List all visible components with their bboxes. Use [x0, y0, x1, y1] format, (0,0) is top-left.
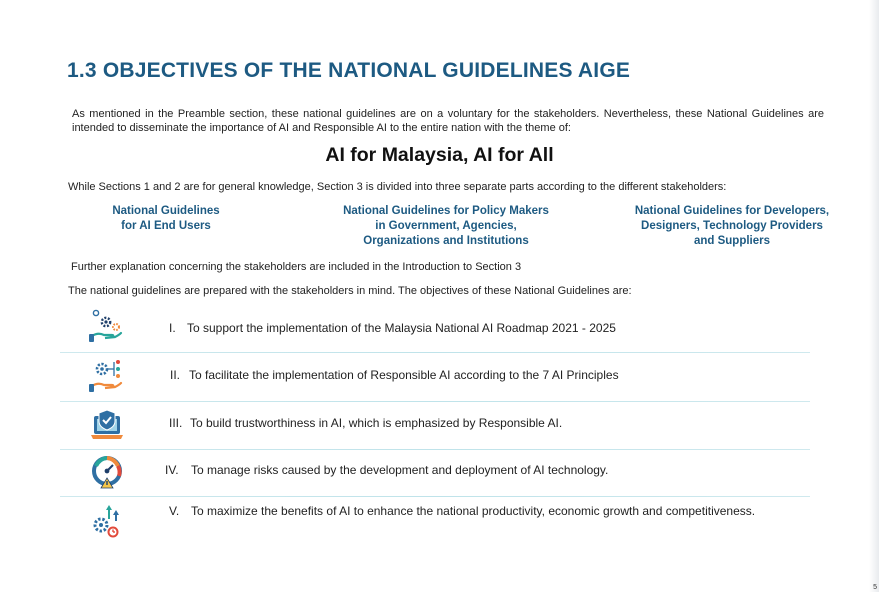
stakeholder-policy-makers: National Guidelines for Policy Makers in Government, Agencies, Organizations and Institutions [343, 205, 549, 247]
objective-text: To manage risks caused by the development and deployment of AI technology. [191, 463, 609, 477]
objective-number: I. [169, 321, 176, 335]
page-number: 5 [873, 584, 877, 591]
objectives-intro-text: The national guidelines are prepared with the stakeholders in mind. The objectives of these National Guidelines are: [68, 285, 632, 297]
further-explanation-text: Further explanation concerning the stakeholders are included in the Introduction to Section 3 [71, 261, 522, 273]
gears-growth-icon [88, 501, 126, 539]
objective-number: IV. [165, 463, 179, 477]
objective-text: To facilitate the implementation of Responsible AI according to the 7 AI Principles [189, 368, 619, 382]
objective-number: V. [169, 504, 180, 518]
sections-paragraph: While Sections 1 and 2 are for general knowledge, Section 3 is divided into three separate parts according to the different stakeholders: [68, 181, 727, 193]
gears-hand-icon [88, 308, 126, 346]
stakeholder-end-users: National Guidelines for AI End Users [112, 205, 220, 232]
objective-item-4 [60, 450, 810, 498]
intro-paragraph: As mentioned in the Preamble section, these national guidelines are on a voluntary for the stakeholders. Nevertheless, these National Guidelines are intended to disseminate the importance of AI and Responsible AI to the entire nation with the theme of: [72, 108, 824, 134]
shield-laptop-icon [88, 406, 126, 444]
stakeholder-developers: National Guidelines for Developers, Designers, Technology Providers and Suppliers [634, 205, 830, 247]
page-title: 1.3 OBJECTIVES OF THE NATIONAL GUIDELINES AIGE [67, 59, 631, 82]
objective-item-5 [60, 497, 810, 545]
objective-text: To maximize the benefits of AI to enhance the national productivity, economic growth and competitiveness. [191, 504, 756, 518]
objective-item-1 [60, 304, 810, 352]
gear-network-hand-icon [88, 357, 126, 395]
page-edge-shadow [869, 0, 879, 592]
risk-gauge-icon [88, 454, 126, 492]
objective-number: II. [170, 368, 181, 382]
objective-number: III. [169, 416, 183, 430]
objective-text: To build trustworthiness in AI, which is emphasized by Responsible AI. [190, 416, 563, 430]
objective-item-3 [60, 402, 810, 450]
objective-item-2 [60, 353, 810, 401]
objective-text: To support the implementation of the Malaysia National AI Roadmap 2021 - 2025 [187, 321, 616, 335]
theme-heading: AI for Malaysia, AI for All [325, 144, 554, 166]
